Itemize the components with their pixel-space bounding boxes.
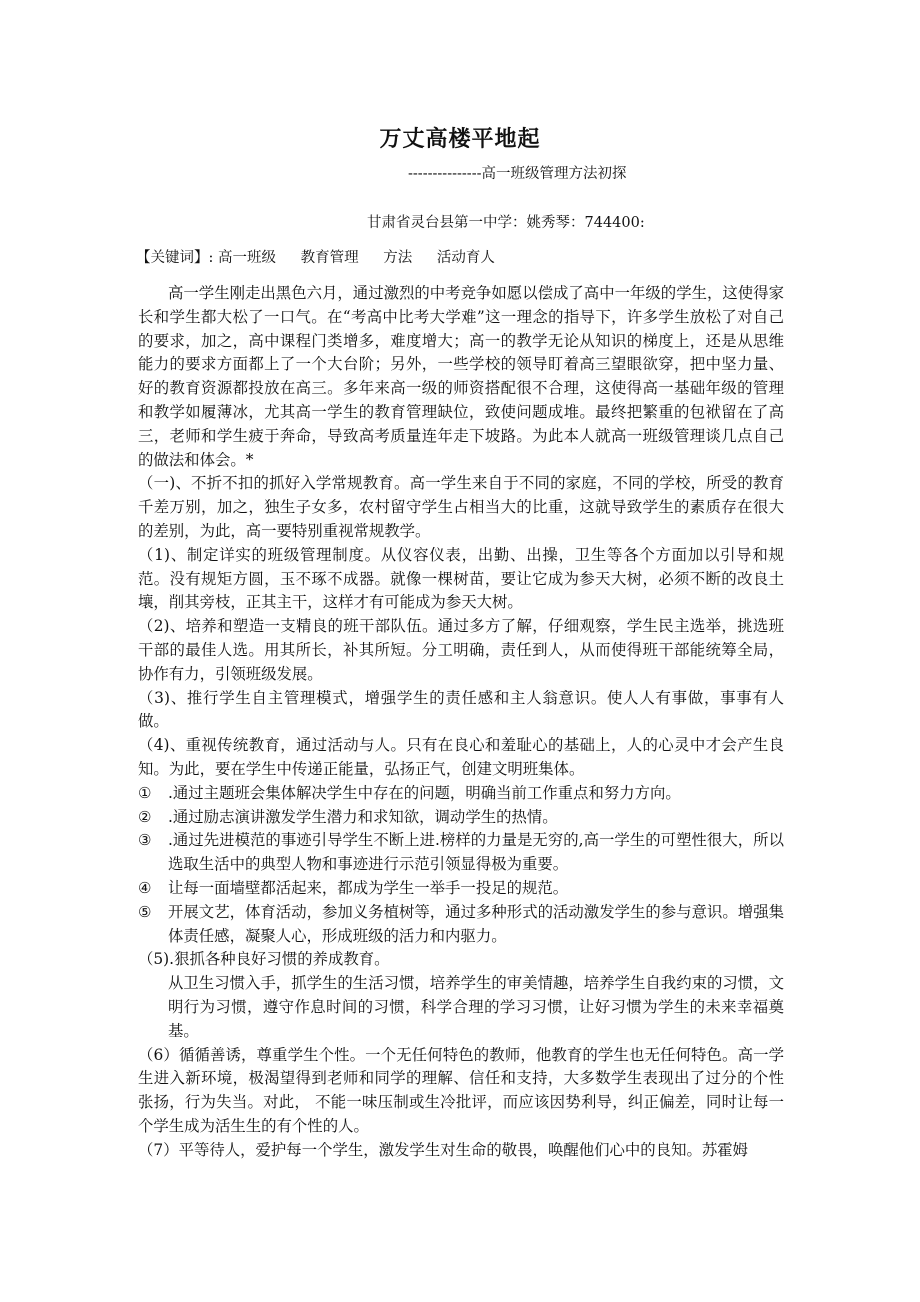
list-number: ④ (138, 878, 152, 897)
list-item (138, 877, 784, 901)
point-7-paragraph: （7）平等待人，爱护每一个学生，激发学生对生命的敬畏，唤醒他们心中的良知。苏霍姆 (138, 1140, 749, 1159)
keyword: 教育管理 (300, 250, 359, 266)
point-3-paragraph: （3)、推行学生自主管理模式，增强学生的责任感和主人翁意识。使人人有事做，事事有人做。 (138, 688, 784, 731)
point-5-heading: （5).狠抓各种良好习惯的养成教育。 (138, 950, 390, 969)
document-title: 万丈高楼平地起 (379, 127, 541, 152)
list-number: ③ (138, 831, 152, 850)
list-number: ⑤ (138, 902, 152, 921)
intro-paragraph: 高一学生刚走出黑色六月，通过激烈的中考竞争如愿以偿成了高中一年级的学生，这使得家长和学生都大松了一口气。在“考高中比考大学难”这一理念的指导下，许多学生放松了对自己的要求，加之，高中课程门类增多，难度增大；高一的教学无论从知识的梯度上，还是从思维能力的要求方面都上了一个大台阶；另外，一些学校的领导盯着高三望眼欲穿，把中坚力量、好的教育资源都投放在高三。多年来高一级的师资搭配很不合理，这使得高一基础年级的管理和教学如履薄冰，尤其高一学生的教育管理缺位，致使问题成堆。最终把繁重的包袱留在了高三，老师和学生疲于奔命，导致高考质量连年走下坡路。为此本人就高一班级管理谈几点自己的做法和体会。* (138, 284, 784, 469)
keyword: 方法 (383, 250, 413, 266)
point-5-body: 从卫生习惯入手，抓学生的生活习惯，培养学生的审美情趣，培养学生自我约束的习惯，文明行为习惯，遵守作息时间的习惯，科学合理的学习习惯，让好习惯为学生的未来幸福奠基。 (168, 974, 784, 1040)
keywords-line (136, 246, 515, 267)
keyword: 高一班级 (218, 250, 276, 266)
list-number: ① (138, 783, 152, 802)
list-text: .通过主题班会集体解决学生中存在的问题，明确当前工作重点和努力方向。 (168, 783, 681, 802)
document-body (138, 282, 784, 1162)
list-item (138, 829, 784, 877)
list-text: .通过先进模范的事迹引导学生不断上进.榜样的力量是无穷的,高一学生的可塑性很大，所以选取生活中的典型人物和事迹进行示范引领显得极为重要。 (168, 831, 784, 874)
list-text: 让每一面墙壁都活起来，都成为学生一举手一投足的规范。 (168, 878, 569, 897)
keyword: 活动育人 (436, 250, 495, 266)
document-subtitle: ---------------高一班级管理方法初探 (408, 166, 627, 182)
list-item (138, 782, 784, 806)
section-one-paragraph: （一)、不折不扣的抓好入学常规教育。高一学生来自于不同的家庭，不同的学校，所受的教育千差万别，加之，独生子女多，农村留守学生占相当大的比重，这就导致学生的素质存在很大的差别，为此，高一要特别重视常规教学。 (138, 474, 784, 540)
list-item (138, 806, 784, 830)
list-number: ② (138, 807, 152, 826)
author-line: 甘肃省灵台县第一中学：姚秀琴：744400: (367, 215, 645, 231)
list-text: 开展文艺，体育活动，参加义务植树等，通过多种形式的活动激发学生的参与意识。增强集体责任感，凝聚人心，形成班级的活力和内驱力。 (168, 902, 784, 945)
point-1-paragraph: （1)、制定详实的班级管理制度。从仪容仪表，出勤、出操，卫生等各个方面加以引导和规范。没有规矩方圆，玉不琢不成器。就像一棵树苗，要让它成为参天大树，必须不断的改良土壤，削其旁枝，正其主干，这样才有可能成为参天大树。 (138, 545, 784, 612)
list-item (138, 901, 784, 949)
list-text: .通过励志演讲激发学生潜力和求知欲，调动学生的热情。 (168, 807, 558, 826)
point-6-paragraph: （6）循循善诱，尊重学生个性。一个无任何特色的教师，他教育的学生也无任何特色。高一学生进入新环境，极渴望得到老师和同学的理解、信任和支持，大多数学生表现出了过分的个性张扬，行为失当。对此， 不能一味压制或生冷批评，而应该因势利导，纠正偏差，同时让每一个学生成为活生生的有个性的人。 (138, 1045, 784, 1135)
point-4-paragraph: （4)、重视传统教育，通过活动与人。只有在良心和羞耻心的基础上，人的心灵中才会产生良知。为此，要在学生中传递正能量，弘扬正气，创建文明班集体。 (138, 736, 784, 778)
point-2-paragraph: （2)、培养和塑造一支精良的班干部队伍。通过多方了解，仔细观察，学生民主选举，挑选班干部的最佳人选。用其所长，补其所短。分工明确，责任到人，从而使得班干部能统筹全局，协作有力，引领班级发展。 (138, 617, 784, 683)
keywords-label: 【关键词】: (136, 250, 214, 266)
